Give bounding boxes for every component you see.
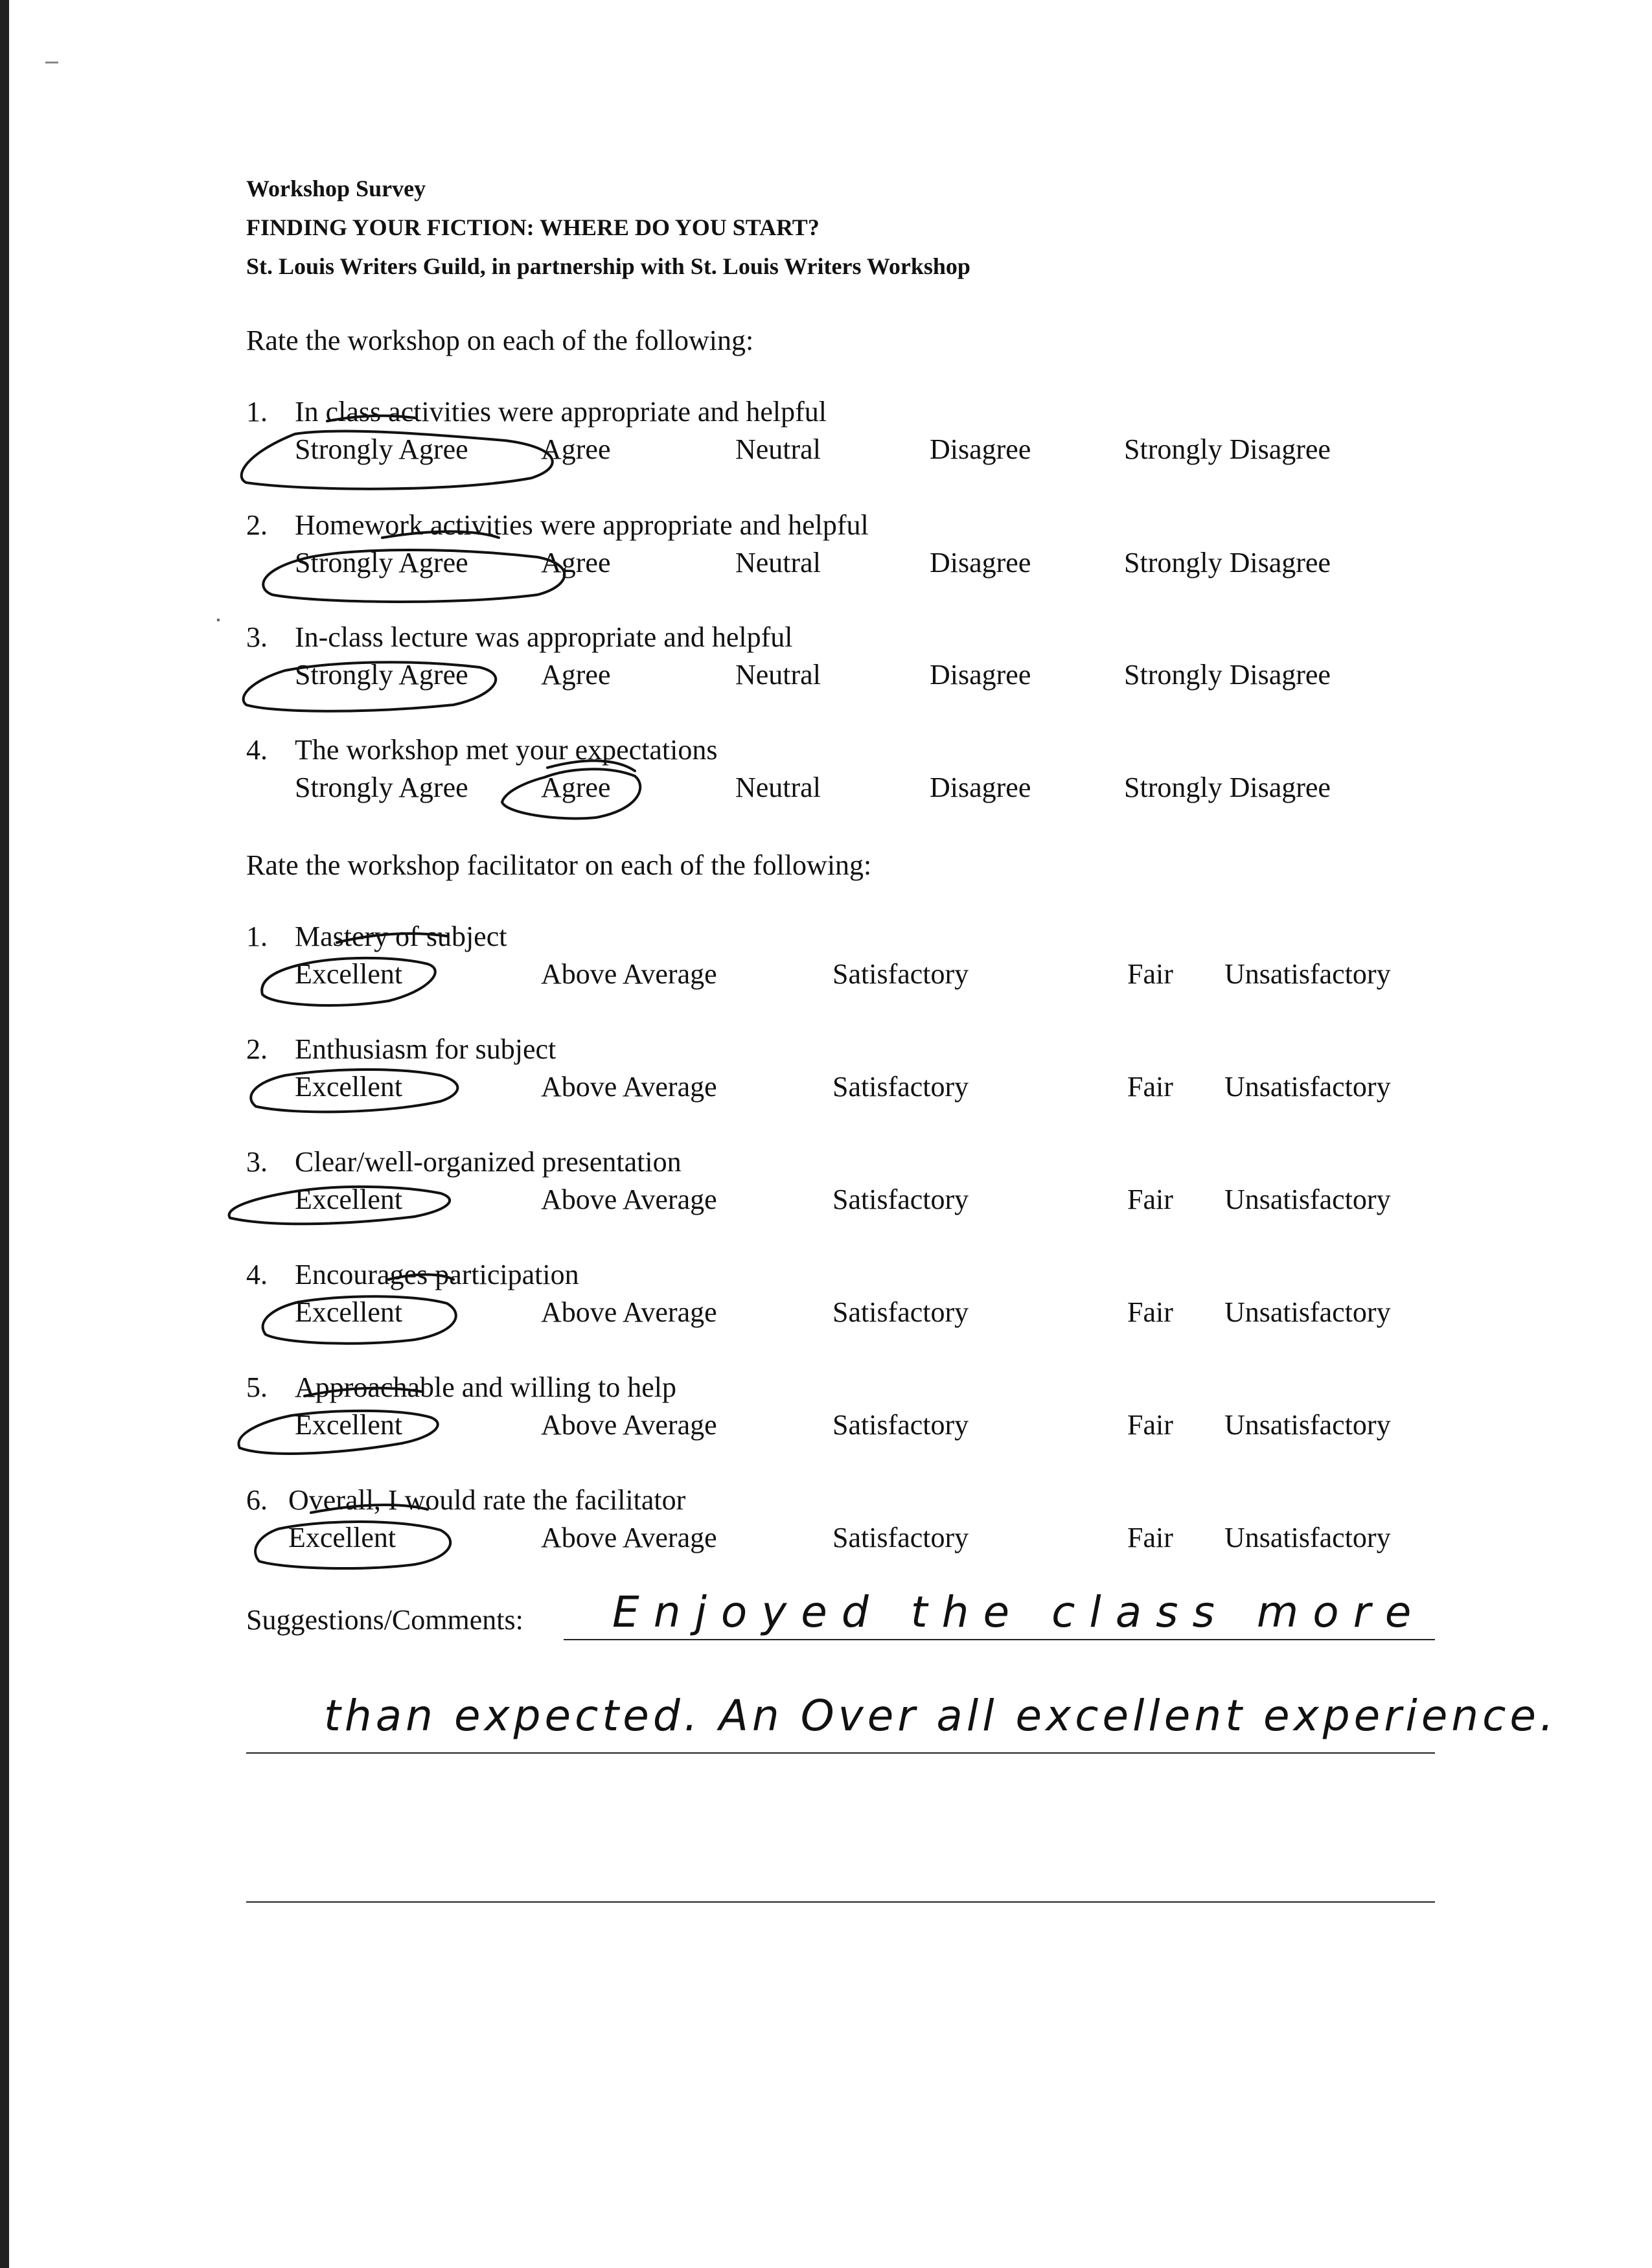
workshop-name: FINDING YOUR FICTION: WHERE DO YOU START? xyxy=(246,214,820,240)
facilitator-question-2 xyxy=(0,1033,1652,1110)
question-number: 6. xyxy=(246,1484,268,1516)
option-excellent[interactable]: Excellent xyxy=(288,1522,396,1553)
question-text: Homework activities were appropriate and helpful xyxy=(295,509,869,541)
option-disagree[interactable]: Disagree xyxy=(930,433,1031,465)
option-fair[interactable]: Fair xyxy=(1127,1184,1173,1215)
option-excellent[interactable]: Excellent xyxy=(295,1184,403,1215)
option-neutral[interactable]: Neutral xyxy=(735,433,821,465)
workshop-question-2 xyxy=(0,509,1652,586)
option-unsatisfactory[interactable]: Unsatisfactory xyxy=(1224,1409,1391,1441)
option-unsatisfactory[interactable]: Unsatisfactory xyxy=(1224,1071,1391,1103)
comment-line-3 xyxy=(246,1901,1435,1903)
option-strongly-disagree[interactable]: Strongly Disagree xyxy=(1124,772,1331,803)
option-unsatisfactory[interactable]: Unsatisfactory xyxy=(1224,1296,1391,1328)
workshop-section-intro: Rate the workshop on each of the following: xyxy=(246,325,754,356)
option-fair[interactable]: Fair xyxy=(1127,958,1173,990)
option-above-average[interactable]: Above Average xyxy=(541,1296,717,1328)
option-above-average[interactable]: Above Average xyxy=(541,958,717,990)
option-above-average[interactable]: Above Average xyxy=(541,1409,717,1441)
question-text: Approachable and willing to help xyxy=(295,1371,676,1403)
comment-line-1 xyxy=(564,1639,1435,1640)
option-neutral[interactable]: Neutral xyxy=(735,659,821,691)
option-satisfactory[interactable]: Satisfactory xyxy=(832,1184,969,1215)
organizer-line: St. Louis Writers Guild, in partnership with St. Louis Writers Workshop xyxy=(246,253,970,279)
option-above-average[interactable]: Above Average xyxy=(541,1184,717,1215)
facilitator-question-6 xyxy=(0,1483,1652,1561)
question-text: The workshop met your expectations xyxy=(295,734,718,766)
comment-line-2 xyxy=(246,1752,1435,1754)
option-above-average[interactable]: Above Average xyxy=(541,1522,717,1553)
option-above-average[interactable]: Above Average xyxy=(541,1071,717,1103)
option-strongly-agree[interactable]: Strongly Agree xyxy=(295,433,468,465)
option-agree[interactable]: Agree xyxy=(541,547,611,578)
question-number: 2. xyxy=(246,1033,268,1065)
question-number: 1. xyxy=(246,921,268,952)
option-satisfactory[interactable]: Satisfactory xyxy=(832,1409,969,1441)
option-satisfactory[interactable]: Satisfactory xyxy=(832,958,969,990)
option-satisfactory[interactable]: Satisfactory xyxy=(832,1296,969,1328)
option-excellent[interactable]: Excellent xyxy=(295,958,403,990)
handwritten-comment-line-1[interactable]: Enjoyed the class more xyxy=(612,1587,1426,1637)
survey-title: Workshop Survey xyxy=(246,176,426,201)
workshop-question-3 xyxy=(0,621,1652,698)
question-text: Enthusiasm for subject xyxy=(295,1033,556,1065)
comments-label: Suggestions/Comments: xyxy=(246,1604,523,1636)
option-fair[interactable]: Fair xyxy=(1127,1522,1173,1553)
question-number: 1. xyxy=(246,396,268,428)
handwritten-comment-line-2[interactable]: than expected. An Over all excellent experience. xyxy=(324,1691,1558,1741)
option-disagree[interactable]: Disagree xyxy=(930,772,1031,803)
option-fair[interactable]: Fair xyxy=(1127,1296,1173,1328)
option-fair[interactable]: Fair xyxy=(1127,1071,1173,1103)
option-strongly-agree[interactable]: Strongly Agree xyxy=(295,547,468,578)
question-number: 4. xyxy=(246,1259,268,1290)
question-text: Clear/well-organized presentation xyxy=(295,1146,682,1178)
option-unsatisfactory[interactable]: Unsatisfactory xyxy=(1224,1522,1391,1553)
facilitator-question-1 xyxy=(0,920,1652,998)
option-unsatisfactory[interactable]: Unsatisfactory xyxy=(1224,1184,1391,1215)
option-neutral[interactable]: Neutral xyxy=(735,772,821,803)
facilitator-question-4 xyxy=(0,1258,1652,1336)
option-disagree[interactable]: Disagree xyxy=(930,659,1031,691)
facilitator-section-intro: Rate the workshop facilitator on each of the following: xyxy=(246,849,872,881)
option-strongly-agree[interactable]: Strongly Agree xyxy=(295,659,468,691)
option-excellent[interactable]: Excellent xyxy=(295,1071,403,1103)
option-neutral[interactable]: Neutral xyxy=(735,547,821,578)
scanned-page-edge xyxy=(0,0,9,2268)
option-strongly-disagree[interactable]: Strongly Disagree xyxy=(1124,547,1331,578)
option-agree[interactable]: Agree xyxy=(541,659,611,691)
option-strongly-agree[interactable]: Strongly Agree xyxy=(295,772,468,803)
question-text: Overall, I would rate the facilitator xyxy=(288,1484,686,1516)
option-strongly-disagree[interactable]: Strongly Disagree xyxy=(1124,659,1331,691)
option-fair[interactable]: Fair xyxy=(1127,1409,1173,1441)
option-agree[interactable]: Agree xyxy=(541,433,611,465)
question-number: 4. xyxy=(246,734,268,766)
workshop-question-1 xyxy=(0,395,1652,473)
question-text: In class activities were appropriate and helpful xyxy=(295,396,827,428)
option-disagree[interactable]: Disagree xyxy=(930,547,1031,578)
scan-speck xyxy=(45,62,58,63)
facilitator-question-3 xyxy=(0,1145,1652,1223)
option-unsatisfactory[interactable]: Unsatisfactory xyxy=(1224,958,1391,990)
question-number: 3. xyxy=(246,1146,268,1178)
question-number: 3. xyxy=(246,621,268,653)
facilitator-question-5 xyxy=(0,1371,1652,1449)
question-number: 2. xyxy=(246,509,268,541)
question-number: 5. xyxy=(246,1371,268,1403)
question-text: Mastery of subject xyxy=(295,921,507,952)
option-excellent[interactable]: Excellent xyxy=(295,1296,403,1328)
question-text: Encourages participation xyxy=(295,1259,579,1290)
option-excellent[interactable]: Excellent xyxy=(295,1409,403,1441)
option-agree[interactable]: Agree xyxy=(541,772,611,803)
option-satisfactory[interactable]: Satisfactory xyxy=(832,1071,969,1103)
option-strongly-disagree[interactable]: Strongly Disagree xyxy=(1124,433,1331,465)
question-text: In-class lecture was appropriate and helpful xyxy=(295,621,793,653)
option-satisfactory[interactable]: Satisfactory xyxy=(832,1522,969,1553)
workshop-question-4 xyxy=(0,733,1652,811)
